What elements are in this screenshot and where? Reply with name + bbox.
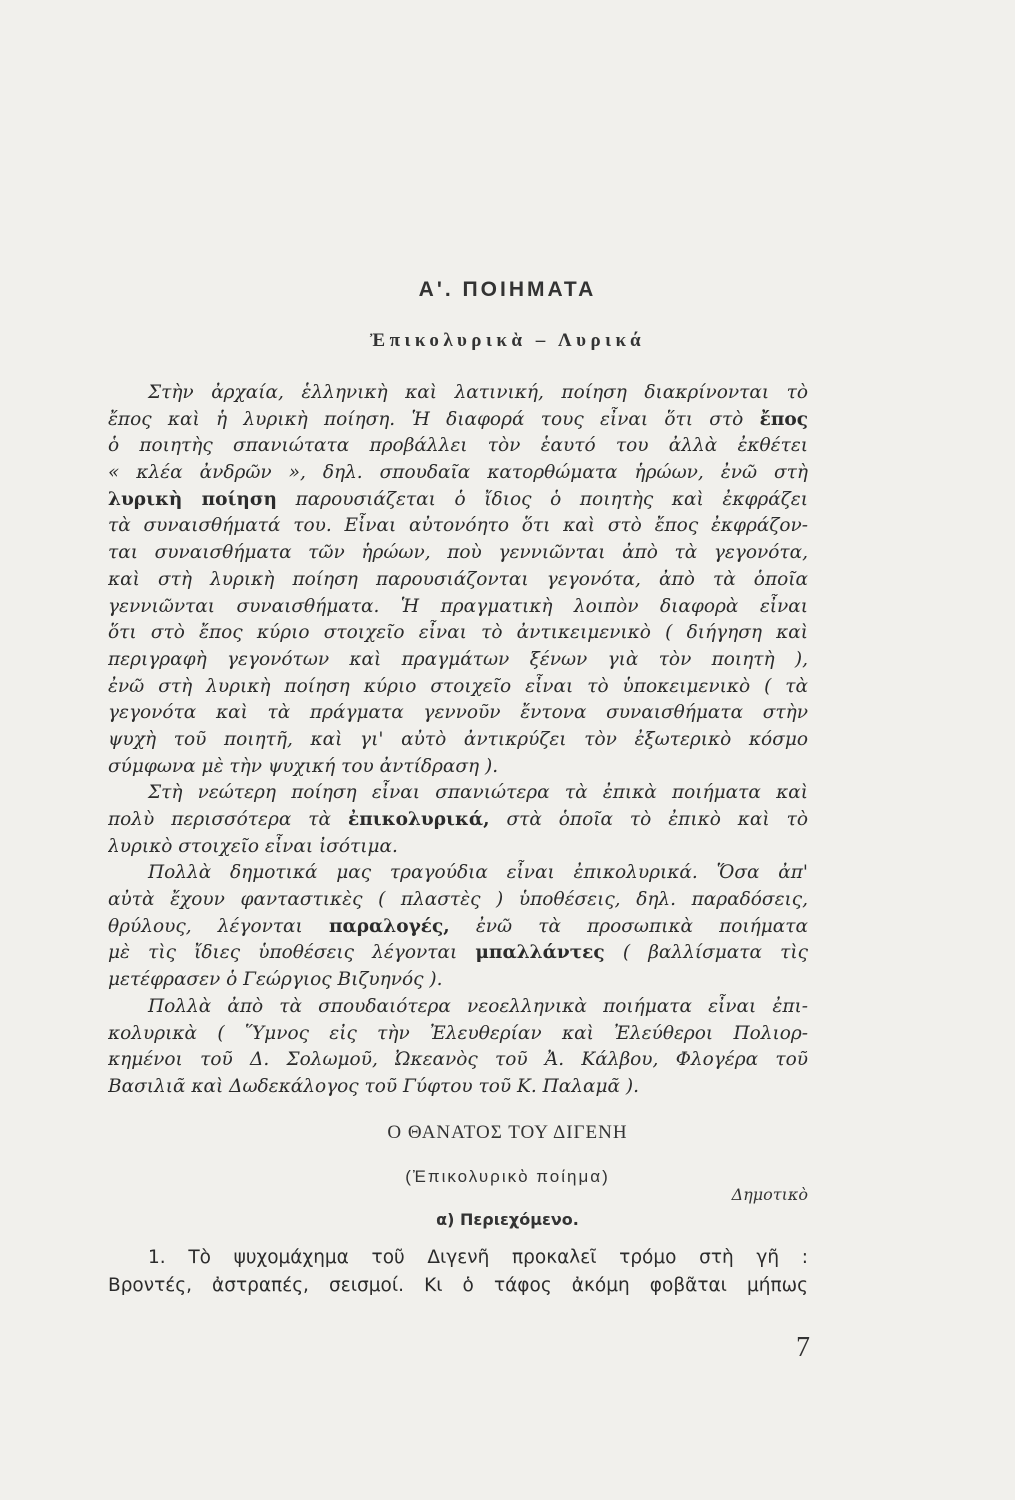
text-run: τὰ συναισθήματά του. Εἶναι αὐτονόητο ὅτι καὶ στὸ ἔπος ἐκφράζον- [108,515,808,537]
text-run: ἐνῶ τὰ προσωπικὰ ποιήματα [449,915,808,937]
bold-term: μπαλλάντες [475,942,605,964]
text-line [108,674,808,701]
bold-term: ἐπικολυρικά, [347,809,490,830]
poem-summary [108,1244,808,1300]
bold-term: λυρικὴ ποίηση [108,488,277,510]
poem-genre: (Ἐπικολυρικὸ ποίημα) [405,1167,610,1186]
text-line [108,567,808,594]
text-line [108,807,808,834]
text-run: Πολλὰ ἀπὸ τὰ σπουδαιότερα νεοελληνικὰ ποιήματα εἶναι ἐπι- [148,995,808,1017]
section-subtitle: Ἐπικολυρικὰ – Λυρικά [369,330,646,351]
text-line [108,540,808,567]
text-run: Πολλὰ δημοτικά μας τραγούδια εἶναι ἐπικολυρικά. Ὅσα ἀπ' [148,862,808,884]
text-line [108,1074,808,1101]
text-run: παρουσιάζεται ὁ ἴδιος ὁ ποιητὴς καὶ ἐκφράζει [276,488,808,510]
text-run: περιγραφὴ γεγονότων καὶ πραγμάτων ξένων γιὰ τὸν ποιητὴ ), [108,648,808,670]
text-line [108,487,808,514]
poem-source: Δημοτικὸ [731,1185,808,1204]
poem-title: Ο ΘΑΝΑΤΟΣ ΤΟΥ ΔΙΓΕΝΗ [387,1122,628,1143]
summary-line: Βροντές, ἀστραπές, σεισμοί. Κι ὁ τάφος ἀκόμη φοβᾶται μήπως [108,1275,808,1296]
text-run: ὅτι στὸ ἔπος κύριο στοιχεῖο εἶναι τὸ ἀντικειμενικὸ ( διήγηση καὶ [108,622,808,644]
text-line [108,834,808,861]
text-line [108,967,808,994]
text-run: « κλέα ἀνδρῶν », δηλ. σπουδαῖα κατορθώματα ἡρώων, ἐνῶ στὴ [108,462,808,484]
section-title: Α'. ΠΟΙΗΜΑΤΑ [418,278,597,301]
bold-term: ἔπος [759,408,808,430]
text-run: Στὴ νεώτερη ποίηση εἶναι σπανιώτερα τὰ ἐπικὰ ποιήματα καὶ [148,782,808,804]
text-run: πολὺ περισσότερα τὰ [108,809,348,830]
text-run: ἐνῶ στὴ λυρικὴ ποίηση κύριο στοιχεῖο εἶναι τὸ ὑποκειμενικὸ ( τὰ [108,675,808,697]
intro-text [108,380,808,1101]
text-run: ( βαλλίσματα τὶς [604,942,808,964]
text-run: λυρικὸ στοιχεῖο εἶναι ἰσότιμα. [108,835,398,857]
text-line [108,513,808,540]
text-line [108,1047,808,1074]
text-run: θρύλους, λέγονται [108,915,329,937]
page-number: 7 [796,1332,810,1363]
text-line [108,594,808,621]
subsection-heading: α) Περιεχόμενο. [436,1210,579,1229]
text-line [108,754,808,781]
text-run: αὐτὰ ἔχουν φανταστικὲς ( πλαστὲς ) ὑποθέσεις, δηλ. παραδόσεις, [108,889,808,911]
text-run: Βασιλιᾶ καὶ Δωδεκάλογος τοῦ Γύφτου τοῦ Κ. Παλαμᾶ ). [108,1075,639,1097]
text-run: μετέφρασεν ὁ Γεώργιος Βιζυηνός ). [108,969,443,991]
text-run: καὶ στὴ λυρικὴ ποίηση παρουσιάζονται γεγονότα, ἀπὸ τὰ ὁποῖα [108,568,808,590]
text-run: κολυρικὰ ( Ὕμνος εἰς τὴν Ἐλευθερίαν καὶ Ἐλεύθεροι Πολιορ- [108,1022,808,1044]
text-line [108,780,808,807]
text-run: ψυχὴ τοῦ ποιητῆ, καὶ γι' αὐτὸ ἀντικρύζει τὸν ἐξωτερικὸ κόσμο [108,728,808,750]
text-run: στὰ ὁποῖα τὸ ἐπικὸ καὶ τὸ [489,809,808,830]
text-line [108,940,808,967]
text-run: γεννιῶνται συναισθήματα. Ἡ πραγματικὴ λοιπὸν διαφορὰ εἶναι [108,595,808,617]
text-run: μὲ τὶς ἴδιες ὑποθέσεις λέγονται [108,942,476,964]
text-line [108,1021,808,1048]
text-run: ἔπος καὶ ἡ λυρικὴ ποίηση. Ἡ διαφορά τους εἶναι ὅτι στὸ [108,408,760,430]
text-run: Στὴν ἀρχαία, ἑλληνικὴ καὶ λατινική, ποίηση διακρίνονται τὸ [148,382,808,403]
text-run: ται συναισθήματα τῶν ἡρώων, ποὺ γεννιῶνται ἀπὸ τὰ γεγονότα, [108,542,808,564]
bold-term: παραλογές, [328,915,450,937]
text-run: κημένοι τοῦ Δ. Σολωμοῦ, Ὠκεανὸς τοῦ Ἀ. Κάλβου, Φλογέρα τοῦ [108,1049,808,1071]
text-line [108,380,808,407]
text-line [108,860,808,887]
summary-line: 1. Τὸ ψυχομάχημα τοῦ Διγενῆ προκαλεῖ τρόμο στὴ γῆ : [148,1247,808,1268]
text-line [108,460,808,487]
text-run: γεγονότα καὶ τὰ πράγματα γεννοῦν ἔντονα συναισθήματα στὴν [108,702,808,724]
text-line [108,647,808,674]
text-run: σύμφωνα μὲ τὴν ψυχική του ἀντίδραση ). [108,755,499,777]
text-line [108,407,808,434]
text-line [108,620,808,647]
text-line [108,727,808,754]
text-line [108,700,808,727]
text-line [108,887,808,914]
text-line [108,994,808,1021]
text-line [108,914,808,941]
text-run: ὁ ποιητὴς σπανιώτατα προβάλλει τὸν ἑαυτό του ἀλλὰ ἐκθέτει [108,435,808,457]
text-line [108,433,808,460]
